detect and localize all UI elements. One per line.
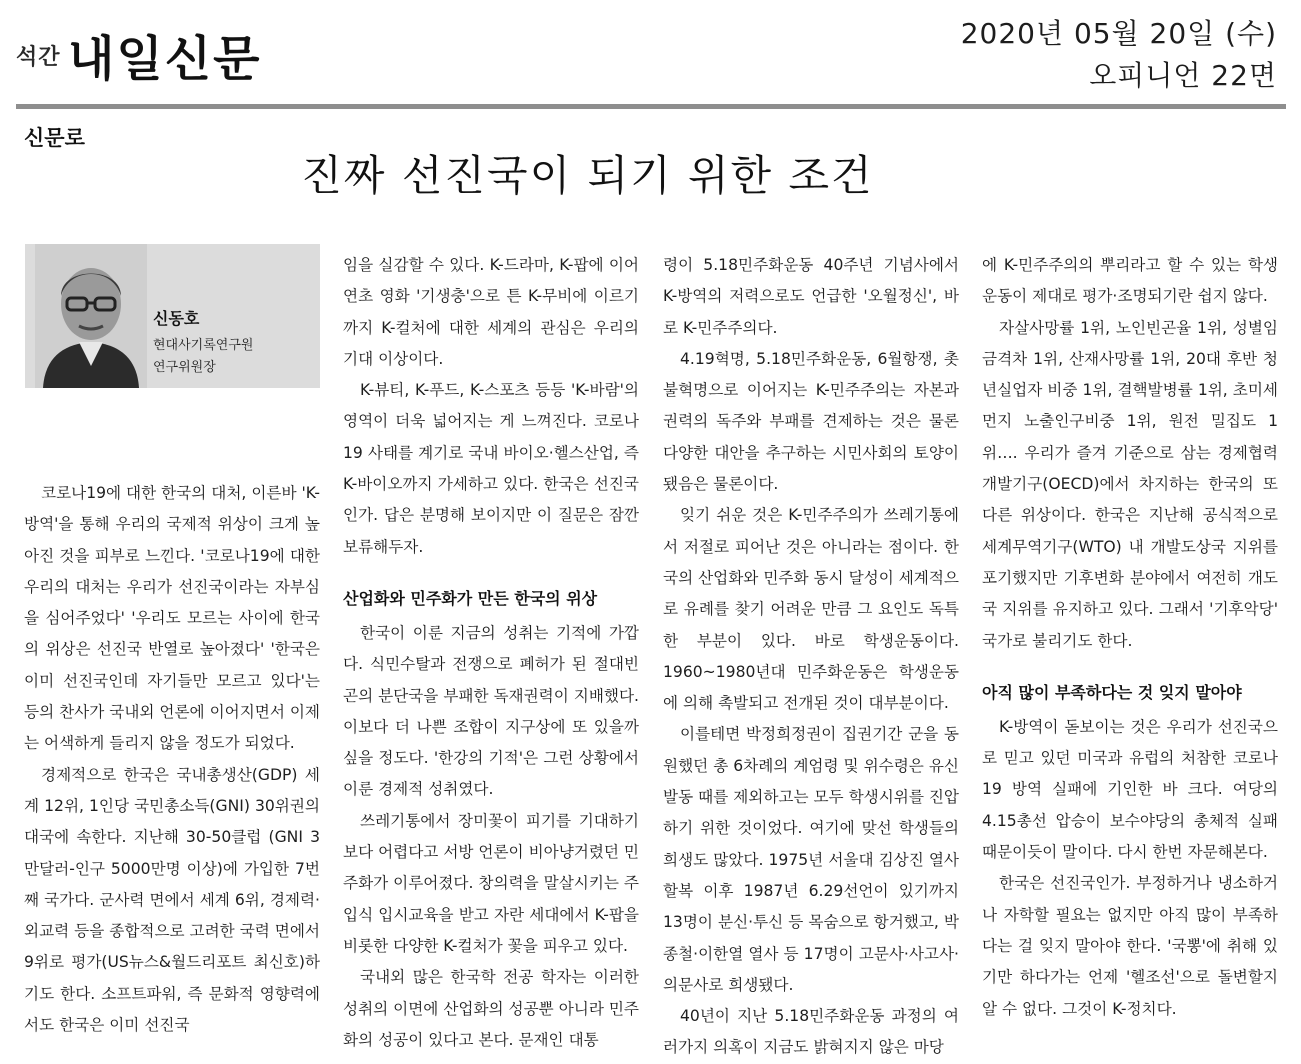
author-role: 연구위원장 [153, 360, 216, 375]
paragraph: 령이 5.18민주화운동 40주년 기념사에서 K-방역의 저력으로도 언급한 '오월정신', 바로 K-민주주의다. [663, 256, 959, 337]
author-organization: 현대사기록연구원 [153, 338, 254, 353]
paragraph: 국내외 많은 한국학 전공 학자는 이러한 성취의 이면에 산업화의 성공뿐 아니라 민주화의 성공이 있다고 본다. 문재인 대통 [343, 968, 639, 1049]
paragraph: 4.19혁명, 5.18민주화운동, 6월항쟁, 촛불혁명으로 이어지는 K-민주주의는 자본과 권력의 독주와 부패를 견제하는 것은 물론 다양한 대안을 추구하는 시민사회의 토양이 됐음은 물론이다. [663, 349, 959, 494]
paragraph: 경제적으로 한국은 국내총생산(GDP) 세계 12위, 1인당 국민총소득(GNI) 30위권의 대국에 속한다. 지난해 30-50클럽 (GNI 3만달러-인구 5000만명 이상)에 가입한 7번째 국가다. 군사력 면에서 세계 6위, 경제력·외교력 등을 종합적으로 고려한 국력 면에서 9위로 평가(US뉴스&월드리포트 최신호)하기도 한다. 소프트파워, 즉 문화적 영향력에서도 한국은 이미 선진국 [24, 765, 320, 1035]
paragraph: 에 K-민주주의의 뿌리라고 할 수 있는 학생운동이 제대로 평가·조명되기란 쉽지 않다. [982, 256, 1278, 306]
paragraph: 쓰레기통에서 장미꽃이 피기를 기대하기보다 어렵다고 서방 언론이 비아냥거렸던 민주화가 이루어졌다. 창의력을 말살시키는 주입식 입시교육을 받고 자란 세대에서 K-팝을 비롯한 다양한 K-컬처가 꽃을 피우고 있다. [343, 811, 639, 955]
newspaper-name: 내일신문 [68, 31, 262, 87]
paragraph: 한국은 선진국인가. 부정하거나 냉소하거나 자학할 필요는 없지만 아직 많이 부족하다는 걸 잊지 말아야 한다. '국뽕'에 취해 있기만 하다가는 언제 '헬조선'으로 돌변할지 알 수 없다. 그것이 K-정치다. [982, 874, 1278, 1018]
article-column-2 [343, 250, 639, 1056]
paragraph: K-방역이 돋보이는 것은 우리가 선진국으로 믿고 있던 미국과 유럽의 처참한 코로나19 방역 실패에 기인한 바 크다. 여당의 4.15총선 압승이 보수야당의 총체적 실패 때문이듯이 말이다. 다시 한번 자문해본다. [982, 717, 1278, 862]
paragraph: 이를테면 박정희정권이 집권기간 군을 동원했던 총 6차례의 계엄령 및 위수령은 유신 발동 때를 제외하고는 모두 학생시위를 진압하기 위한 것이었다. 여기에 맞선 학생들의 희생도 많았다. 1975년 서울대 김상진 열사 할복 이후 1987년 6.29선언이 있기까지 13명이 분신·투신 등 목숨으로 항거했고, 박종철·이한열 열사 등 17명이 고문사·사고사·의문사로 희생됐다. [663, 725, 959, 994]
section-page: 오피니언 22면 [1089, 59, 1277, 92]
column-name: 신문로 [24, 126, 85, 150]
paragraph: 코로나19에 대한 한국의 대처, 이른바 'K-방역'을 통해 우리의 국제적 위상이 크게 높아진 것을 피부로 느낀다. '코로나19에 대한 우리의 대처는 우리가 선진국이라는 자부심을 심어주었다' '우리도 모르는 사이에 한국의 위상은 선진국 반열로 높아졌다' '한국은 이미 선진국인데 자기들만 모르고 있다'는 등의 찬사가 국내외 언론에 이어지면서 이제는 어색하게 들리지 않을 정도가 되었다. [24, 484, 320, 753]
paragraph: K-뷰티, K-푸드, K-스포츠 등등 'K-바람'의 영역이 더욱 넓어지는 게 느껴진다. 코로나19 사태를 계기로 국내 바이오·헬스산업, 즉 K-바이오까지 가세하고 있다. 한국은 선진국인가. 답은 분명해 보이지만 이 질문은 잠깐 보류해두자. [343, 381, 639, 556]
paragraph: 임을 실감할 수 있다. K-드라마, K-팝에 이어 연초 영화 '기생충'으로 튼 K-무비에 이르기까지 K-컬처에 대한 세계의 관심은 우리의 기대 이상이다. [343, 256, 639, 368]
paragraph: 잊기 쉬운 것은 K-민주주의가 쓰레기통에서 저절로 피어난 것은 아니라는 점이다. 한국의 산업화와 민주화 동시 달성이 세계적으로 유례를 찾기 어려운 만큼 그 요인도 독특한 부분이 있다. 바로 학생운동이다. 1960~1980년대 민주화운동은 학생운동에 의해 촉발되고 전개된 것이 대부분이다. [663, 506, 959, 713]
paragraph: 자살사망률 1위, 노인빈곤율 1위, 성별임금격차 1위, 산재사망률 1위, 20대 후반 청년실업자 비중 1위, 결핵발병률 1위, 초미세먼지 노출인구비중 1위, 원전 밀집도 1위…. 우리가 즐겨 기준으로 삼는 경제협력개발기구(OECD)에서 차지하는 한국의 또다른 위상이다. 한국은 지난해 공식적으로 세계무역기구(WTO) 내 개발도상국 지위를 포기했지만 기후변화 분야에서 여전히 개도국 지위를 유지하고 있다. 그래서 '기후악당' 국가로 불리기도 한다. [982, 318, 1278, 650]
article-column-4 [982, 250, 1278, 1025]
author-photo [35, 244, 147, 388]
paragraph: 40년이 지난 5.18민주화운동 과정의 여러가지 의혹이 지금도 밝혀지지 않은 마당 [663, 1007, 959, 1057]
subheading: 산업화와 민주화가 만든 한국의 위상 [343, 588, 598, 608]
masthead-divider [16, 104, 1286, 109]
publication-date: 2020년 05월 20일 (수) [960, 17, 1277, 50]
article-column-3 [663, 250, 959, 1064]
author-name: 신동호 [153, 309, 200, 328]
headline: 진짜 선진국이 되기 위한 조건 [301, 151, 874, 200]
paragraph: 한국이 이룬 지금의 성취는 기적에 가깝다. 식민수탈과 전쟁으로 폐허가 된 절대빈곤의 분단국을 부패한 독재권력이 지배했다. 이보다 더 나쁜 조합이 지구상에 또 있을까 싶을 정도다. '한강의 기적'은 그런 상황에서 이룬 경제적 성취였다. [343, 623, 639, 799]
author-box [25, 244, 320, 388]
edition-label: 석간 [16, 45, 61, 70]
article-column-1 [24, 478, 320, 1041]
subheading: 아직 많이 부족하다는 것 잊지 말아야 [982, 682, 1242, 702]
